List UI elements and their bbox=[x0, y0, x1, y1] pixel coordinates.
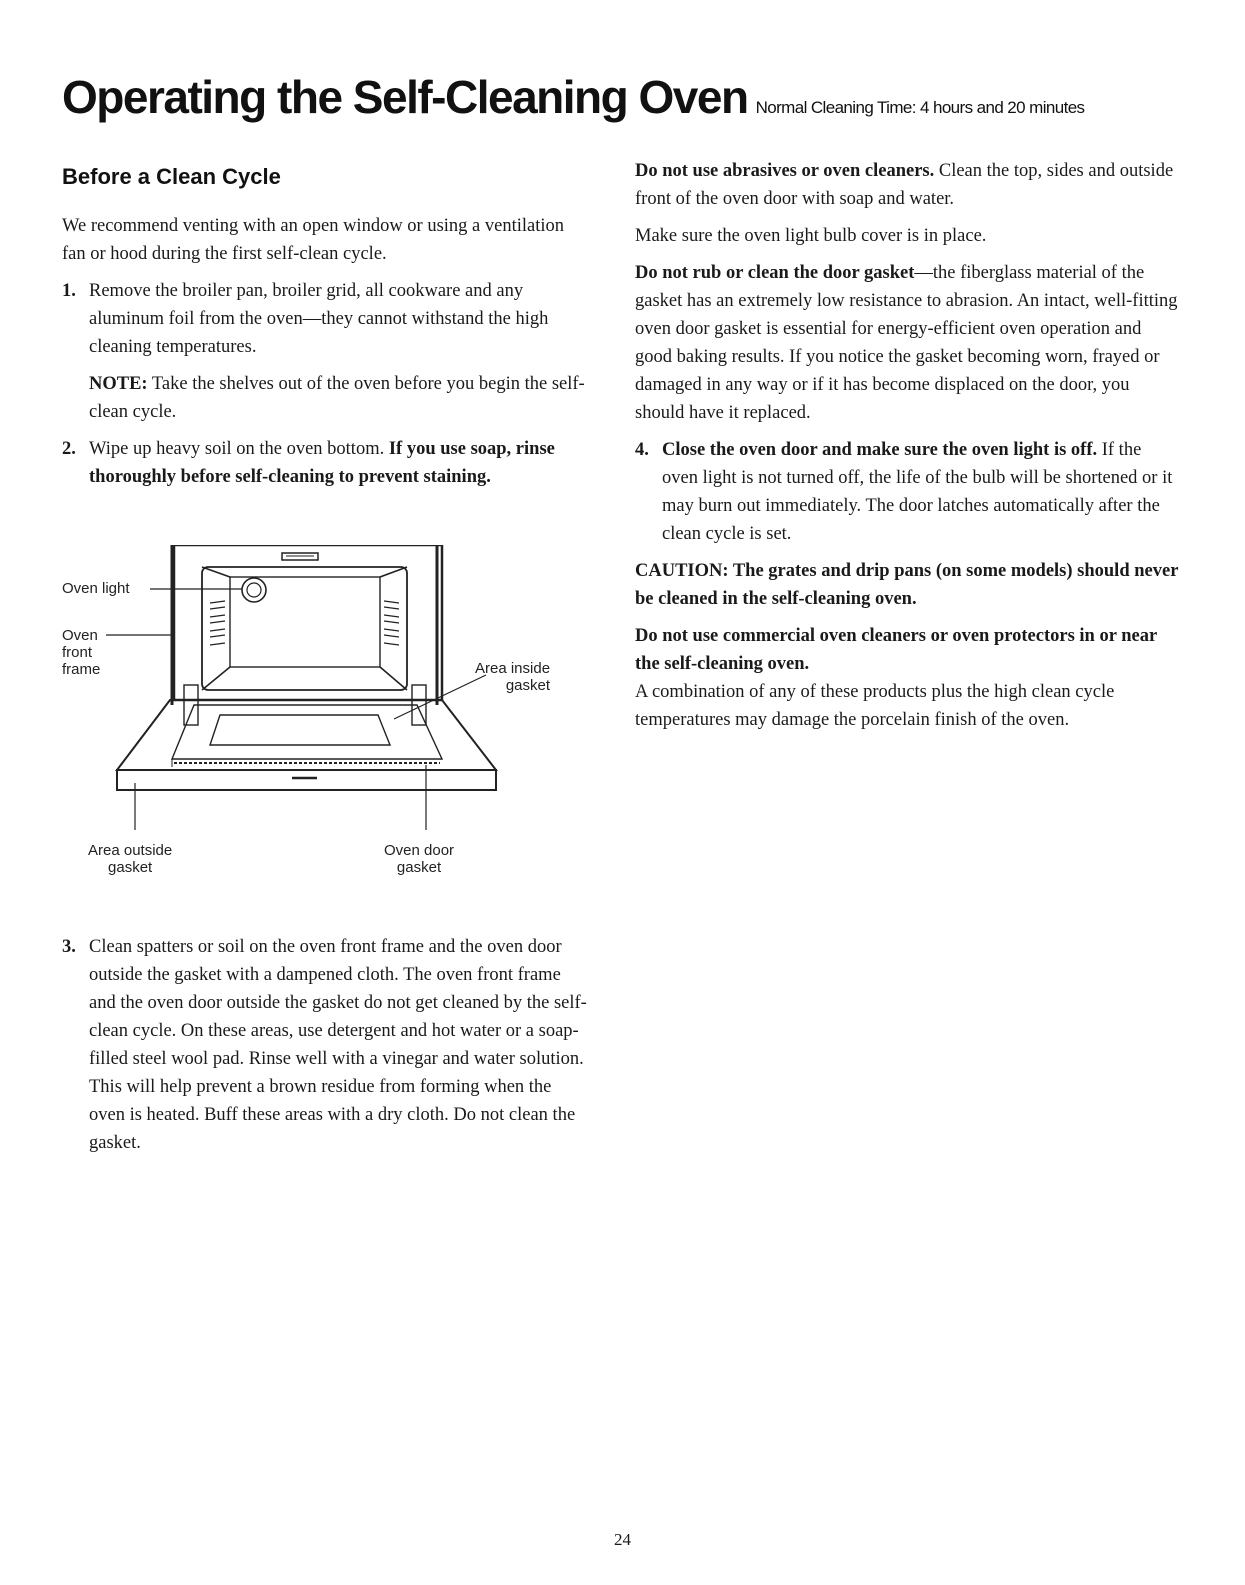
gasket-bold: Do not rub or clean the door gasket bbox=[635, 263, 915, 283]
step-2-text: Wipe up heavy soil on the oven bottom. bbox=[89, 439, 385, 459]
step-3-number: 3. bbox=[62, 937, 76, 957]
page-title bbox=[62, 70, 1084, 124]
oven-diagram bbox=[62, 545, 587, 900]
label-line: gasket bbox=[108, 859, 153, 876]
intro-paragraph: We recommend venting with an open window or using a ventilation fan or hood during the first self-clean cycle. bbox=[62, 216, 565, 264]
abrasives-text: Clean the top, sides and outside front of the oven door with soap and water. bbox=[635, 161, 1174, 209]
gasket-text: —the fiberglass material of the gasket has an extremely low resistance to abrasion. An intact, well-fitting oven door gasket is essential for energy-efficient oven operation and good baking results. If you notice the gasket becoming worn, frayed or damaged in any way or if it has become displaced on the door, you should have it replaced. bbox=[635, 263, 1178, 423]
abrasives-paragraph bbox=[635, 157, 1180, 213]
step-2 bbox=[62, 435, 587, 491]
left-column bbox=[62, 162, 587, 500]
note bbox=[62, 370, 587, 426]
note-label: NOTE: bbox=[89, 374, 148, 394]
step-1-text: Remove the broiler pan, broiler grid, all cookware and any aluminum foil from the oven—they cannot withstand the high cleaning temperatures. bbox=[89, 281, 549, 357]
step-2-bold: If you use soap, rinse thoroughly before self-cleaning to prevent staining. bbox=[89, 439, 555, 487]
page-number: 24 bbox=[614, 1530, 631, 1549]
section-heading: Before a Clean Cycle bbox=[62, 164, 281, 189]
step-4 bbox=[635, 436, 1180, 548]
step-2-number: 2. bbox=[62, 439, 76, 459]
caution-paragraph bbox=[635, 557, 1180, 613]
step-1 bbox=[62, 277, 587, 361]
label-line: Oven bbox=[62, 627, 98, 644]
label-line: front bbox=[62, 644, 93, 661]
label-line: gasket bbox=[396, 859, 442, 876]
label-oven-light: Oven light bbox=[62, 580, 130, 597]
gasket-paragraph bbox=[635, 259, 1180, 427]
step-3 bbox=[62, 933, 587, 1157]
label-area-inside-gasket bbox=[475, 660, 550, 694]
title-subtitle: Normal Cleaning Time: 4 hours and 20 minutes bbox=[755, 98, 1085, 117]
commercial-paragraph bbox=[635, 622, 1180, 734]
step-4-bold: Close the oven door and make sure the oven light is off. bbox=[662, 440, 1098, 460]
label-area-outside-gasket bbox=[88, 842, 172, 876]
label-oven-door-gasket bbox=[384, 842, 454, 876]
commercial-text: A combination of any of these products plus the high clean cycle temperatures may damage the porcelain finish of the oven. bbox=[635, 682, 1115, 730]
label-line: Area outside bbox=[88, 842, 173, 859]
note-text: Take the shelves out of the oven before you begin the self-clean cycle. bbox=[89, 374, 585, 422]
step-4-text: If the oven light is not turned off, the life of the bulb will be shortened or it may burn out immediately. The door latches automatically after the clean cycle is set. bbox=[662, 440, 1173, 544]
label-line: Oven door bbox=[384, 842, 455, 859]
bulb-paragraph: Make sure the oven light bulb cover is in place. bbox=[635, 226, 987, 246]
step-3-paragraph bbox=[62, 933, 587, 1157]
step-4-number: 4. bbox=[635, 440, 649, 460]
label-line: frame bbox=[62, 661, 101, 678]
step-1-number: 1. bbox=[62, 281, 76, 301]
right-column bbox=[635, 157, 1180, 743]
commercial-bold: Do not use commercial oven cleaners or oven protectors in or near the self-cleaning oven. bbox=[635, 626, 1157, 674]
label-line: Area inside bbox=[475, 660, 551, 677]
step-3-text: Clean spatters or soil on the oven front frame and the oven door outside the gasket with a dampened cloth. The oven front frame and the oven door outside the gasket do not get cleaned by the self-clean cycle. On these areas, use detergent and hot water or a soap-filled steel wool pad. Rinse well with a vinegar and water solution. This will help prevent a brown residue from forming when the oven is heated. Buff these areas with a dry cloth. Do not clean the gasket. bbox=[89, 937, 587, 1153]
label-oven-front-frame bbox=[62, 627, 100, 678]
caution-text: CAUTION: The grates and drip pans (on some models) should never be cleaned in the self-cleaning oven. bbox=[635, 561, 1179, 609]
label-line: gasket bbox=[505, 677, 551, 694]
title-main: Operating the Self-Cleaning Oven bbox=[62, 71, 748, 123]
abrasives-bold: Do not use abrasives or oven cleaners. bbox=[635, 161, 935, 181]
